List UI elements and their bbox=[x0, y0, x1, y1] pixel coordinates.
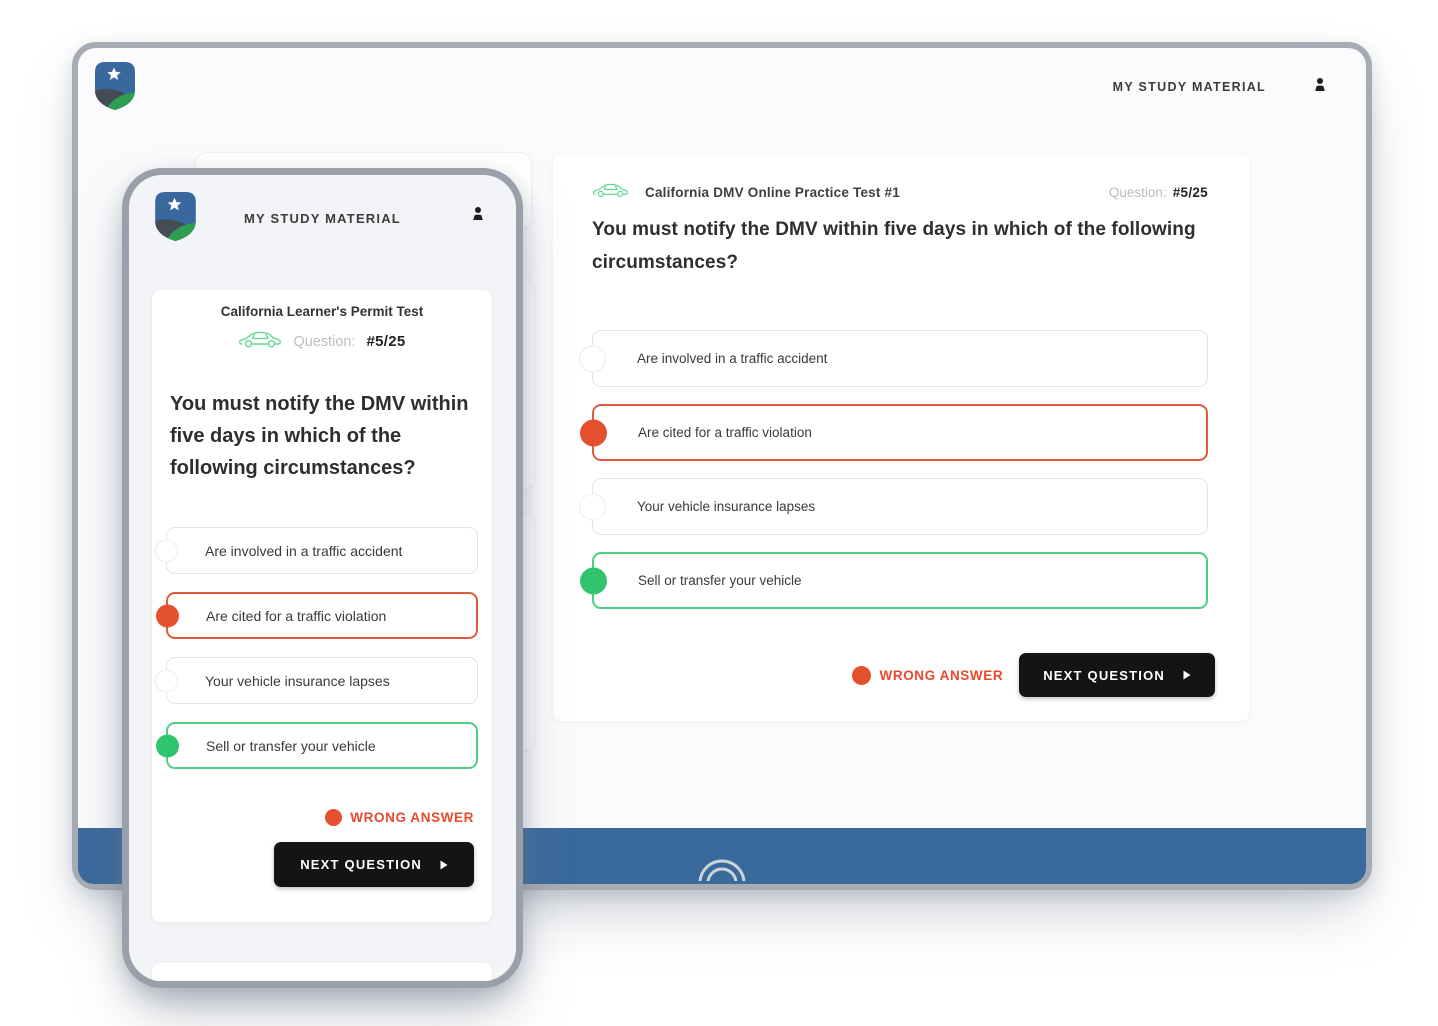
answer-options-list bbox=[166, 527, 478, 769]
nav-link-my-study-material[interactable]: MY STUDY MATERIAL bbox=[244, 211, 401, 226]
circular-logo-arcs-icon bbox=[677, 828, 767, 884]
answer-option-4-correct[interactable] bbox=[592, 552, 1208, 609]
desktop-nav bbox=[1113, 76, 1328, 98]
radio-indicator-wrong bbox=[156, 604, 179, 627]
answer-option-2-wrong[interactable] bbox=[166, 592, 478, 639]
next-question-button-label: NEXT QUESTION bbox=[1043, 667, 1165, 683]
question-card-desktop bbox=[553, 155, 1249, 721]
question-counter bbox=[1109, 185, 1208, 200]
radio-indicator bbox=[579, 493, 606, 520]
answer-options-list bbox=[592, 330, 1208, 626]
button-row bbox=[170, 842, 474, 887]
wrong-answer-label: WRONG ANSWER bbox=[879, 667, 1004, 683]
brand-shield-logo[interactable] bbox=[95, 62, 135, 115]
test-title: California Learner's Permit Test bbox=[220, 304, 424, 319]
answer-option-3[interactable] bbox=[592, 478, 1208, 535]
radio-indicator-correct bbox=[580, 567, 607, 594]
answer-option-label: Your vehicle insurance lapses bbox=[205, 672, 390, 689]
feedback-row bbox=[170, 809, 474, 826]
phone-screen bbox=[129, 175, 516, 981]
answer-option-4-correct[interactable] bbox=[166, 722, 478, 769]
answer-option-1[interactable] bbox=[592, 330, 1208, 387]
question-counter-row bbox=[152, 329, 492, 354]
play-arrow-icon bbox=[1183, 670, 1191, 680]
next-question-button[interactable] bbox=[274, 842, 474, 887]
nav-link-my-study-material[interactable]: MY STUDY MATERIAL bbox=[1112, 80, 1266, 94]
answer-option-label: Sell or transfer your vehicle bbox=[638, 573, 802, 588]
answer-option-label: Your vehicle insurance lapses bbox=[637, 499, 816, 514]
play-arrow-icon bbox=[440, 860, 448, 870]
question-text: You must notify the DMV within five days in which of the following circumstances? bbox=[592, 219, 1196, 274]
answer-option-label: Are involved in a traffic accident bbox=[205, 542, 403, 559]
answer-option-label: Are cited for a traffic violation bbox=[638, 425, 812, 440]
radio-indicator bbox=[155, 539, 178, 562]
wrong-answer-dot-icon bbox=[325, 809, 342, 826]
card-footer-row bbox=[852, 653, 1215, 697]
test-header-row bbox=[592, 181, 1208, 204]
answer-option-1[interactable] bbox=[166, 527, 478, 574]
question-counter-value: #5/25 bbox=[366, 333, 406, 350]
wrong-answer-label: WRONG ANSWER bbox=[350, 810, 474, 825]
wrong-answer-dot-icon bbox=[852, 666, 871, 685]
test-title: California DMV Online Practice Test #1 bbox=[645, 185, 900, 200]
question-counter-value: #5/25 bbox=[1172, 185, 1208, 200]
answer-option-label: Are cited for a traffic violation bbox=[206, 607, 387, 624]
answer-option-3[interactable] bbox=[166, 657, 478, 704]
next-question-button[interactable] bbox=[1019, 653, 1215, 697]
answer-option-label: Sell or transfer your vehicle bbox=[206, 737, 376, 754]
answer-option-2-wrong[interactable] bbox=[592, 404, 1208, 461]
radio-indicator bbox=[155, 669, 178, 692]
car-icon bbox=[592, 181, 629, 204]
radio-indicator-wrong bbox=[580, 419, 607, 446]
question-card-mobile bbox=[152, 290, 492, 922]
radio-indicator-correct bbox=[156, 734, 179, 757]
radio-indicator bbox=[579, 345, 606, 372]
account-person-icon[interactable] bbox=[470, 205, 486, 227]
question-text: You must notify the DMV within five days in which of the following circumstances? bbox=[170, 393, 469, 479]
car-icon bbox=[238, 329, 282, 354]
next-card-preview bbox=[152, 963, 492, 981]
question-counter-label: Question: bbox=[293, 333, 356, 350]
answer-option-label: Are involved in a traffic accident bbox=[637, 351, 828, 366]
next-question-button-label: NEXT QUESTION bbox=[300, 857, 422, 872]
account-person-icon[interactable] bbox=[1312, 76, 1328, 98]
phone-mockup bbox=[122, 168, 523, 988]
shield-star-icon bbox=[95, 62, 135, 110]
question-counter-label: Question: bbox=[1108, 185, 1167, 200]
